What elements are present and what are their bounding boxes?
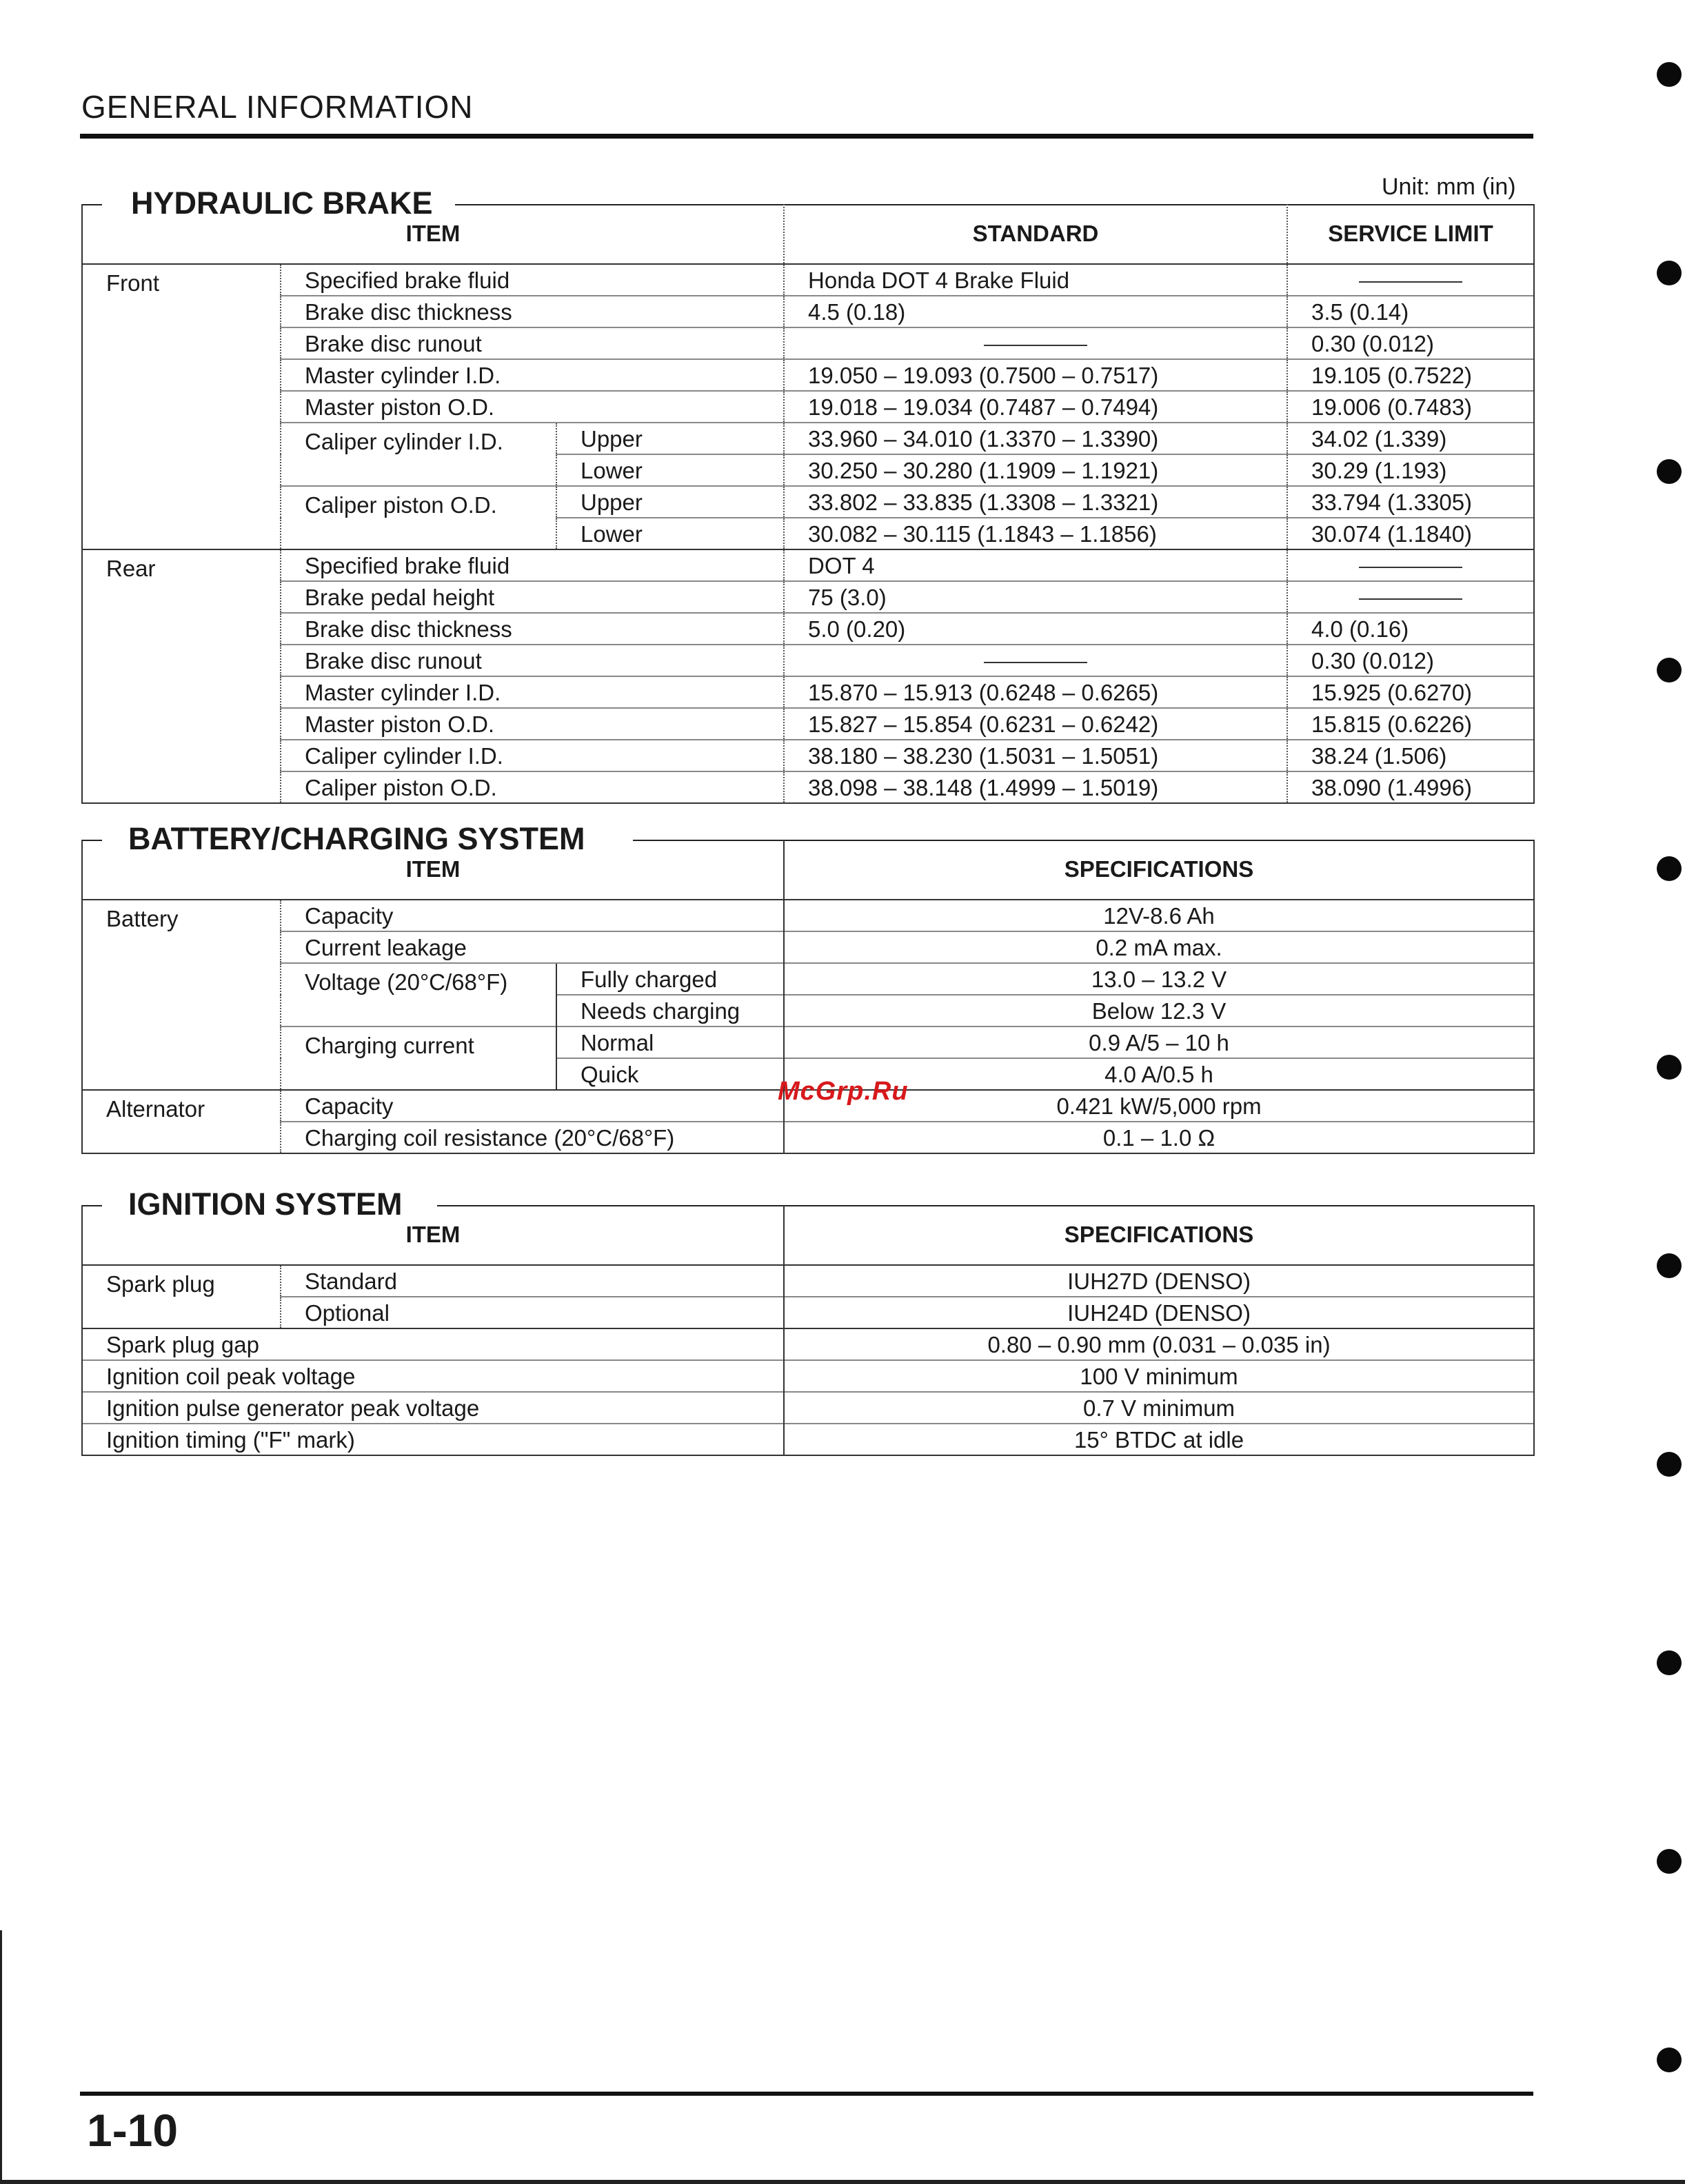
- standard-cell: 33.960 – 34.010 (1.3370 – 1.3390): [784, 423, 1287, 454]
- table-row: [82, 645, 1534, 676]
- item-cell: Standard: [281, 1265, 784, 1297]
- binder-hole-icon: [1657, 1253, 1682, 1278]
- table-row: [82, 391, 1534, 423]
- col-header-service-limit: SERVICE LIMIT: [1287, 204, 1534, 264]
- section-title-battery-charging: BATTERY/CHARGING SYSTEM: [120, 822, 594, 856]
- item-cell: Brake pedal height: [281, 581, 784, 613]
- item-cell: Ignition pulse generator peak voltage: [82, 1392, 784, 1424]
- table-row: [82, 1297, 1534, 1328]
- spec-cell: Below 12.3 V: [784, 995, 1534, 1027]
- item-cell: Master cylinder I.D.: [281, 359, 784, 391]
- table-row: [82, 708, 1534, 740]
- col-header-standard: STANDARD: [784, 204, 1287, 264]
- limit-cell: [1287, 264, 1534, 296]
- item-cell: Capacity: [281, 1090, 784, 1122]
- unit-label: Unit: mm (in): [1382, 174, 1516, 200]
- spec-cell: 0.7 V minimum: [784, 1392, 1534, 1424]
- scan-edge: [0, 1930, 2, 2184]
- not-applicable-dash: [1359, 598, 1462, 600]
- table-row: [82, 327, 1534, 359]
- item-cell: Brake disc thickness: [281, 296, 784, 327]
- item-cell: Voltage (20°C/68°F): [281, 963, 556, 1027]
- limit-cell: [1287, 549, 1534, 581]
- standard-cell: 38.098 – 38.148 (1.4999 – 1.5019): [784, 771, 1287, 803]
- binder-hole-icon: [1657, 1452, 1682, 1477]
- item-cell: Caliper piston O.D.: [281, 771, 784, 803]
- standard-cell: 33.802 – 33.835 (1.3308 – 1.3321): [784, 486, 1287, 518]
- limit-cell: 0.30 (0.012): [1287, 645, 1534, 676]
- table-row: [82, 486, 1534, 518]
- item-cell: Master cylinder I.D.: [281, 676, 784, 708]
- table-row: [82, 613, 1534, 645]
- page-header: GENERAL INFORMATION: [81, 89, 474, 125]
- group-label-spark-plug: Spark plug: [82, 1265, 281, 1328]
- limit-cell: 33.794 (1.3305): [1287, 486, 1534, 518]
- not-applicable-dash: [984, 345, 1087, 346]
- binder-hole-icon: [1657, 1055, 1682, 1080]
- subitem-cell: Quick: [556, 1058, 784, 1090]
- table-row: [82, 1122, 1534, 1153]
- binder-hole-icon: [1657, 62, 1682, 87]
- group-label-front: Front: [82, 264, 281, 549]
- table-row: [82, 423, 1534, 454]
- limit-cell: 38.090 (1.4996): [1287, 771, 1534, 803]
- spec-cell: 13.0 – 13.2 V: [784, 963, 1534, 995]
- col-header-specifications: SPECIFICATIONS: [784, 1205, 1534, 1265]
- not-applicable-dash: [1359, 567, 1462, 568]
- limit-cell: 30.074 (1.1840): [1287, 518, 1534, 549]
- item-cell: Charging current: [281, 1027, 556, 1090]
- ignition-table: [81, 1205, 1535, 1456]
- item-cell: Spark plug gap: [82, 1328, 784, 1360]
- subitem-cell: Needs charging: [556, 995, 784, 1027]
- limit-cell: 30.29 (1.193): [1287, 454, 1534, 486]
- binder-hole-icon: [1657, 1849, 1682, 1874]
- standard-cell: 38.180 – 38.230 (1.5031 – 1.5051): [784, 740, 1287, 771]
- spec-cell: 12V-8.6 Ah: [784, 900, 1534, 931]
- binder-hole-icon: [1657, 261, 1682, 285]
- binder-hole-icon: [1657, 459, 1682, 484]
- item-cell: Brake disc runout: [281, 645, 784, 676]
- scan-edge: [0, 2180, 1685, 2184]
- limit-cell: [1287, 581, 1534, 613]
- binder-hole-icon: [1657, 856, 1682, 881]
- subitem-cell: Upper: [556, 486, 784, 518]
- spec-cell: 4.0 A/0.5 h: [784, 1058, 1534, 1090]
- limit-cell: 3.5 (0.14): [1287, 296, 1534, 327]
- item-cell: Capacity: [281, 900, 784, 931]
- table-row: [82, 900, 1534, 931]
- binder-hole-icon: [1657, 1650, 1682, 1675]
- subitem-cell: Lower: [556, 518, 784, 549]
- standard-cell: 19.050 – 19.093 (0.7500 – 0.7517): [784, 359, 1287, 391]
- standard-cell: [784, 327, 1287, 359]
- hydraulic-brake-table: [81, 204, 1535, 804]
- footer-rule: [80, 2092, 1533, 2096]
- table-row: [82, 963, 1534, 995]
- limit-cell: 34.02 (1.339): [1287, 423, 1534, 454]
- col-header-specifications: SPECIFICATIONS: [784, 840, 1534, 900]
- battery-charging-table: [81, 840, 1535, 1154]
- spec-cell: 0.2 mA max.: [784, 931, 1534, 963]
- section-title-ignition: IGNITION SYSTEM: [120, 1187, 411, 1222]
- table-row: [82, 676, 1534, 708]
- item-cell: Charging coil resistance (20°C/68°F): [281, 1122, 784, 1153]
- col-header-item: ITEM: [82, 1205, 784, 1265]
- standard-cell: [784, 645, 1287, 676]
- standard-cell: 30.082 – 30.115 (1.1843 – 1.1856): [784, 518, 1287, 549]
- not-applicable-dash: [984, 662, 1087, 663]
- group-label-rear: Rear: [82, 549, 281, 803]
- standard-cell: 15.870 – 15.913 (0.6248 – 0.6265): [784, 676, 1287, 708]
- table-row: [82, 1265, 1534, 1297]
- table-row: [82, 931, 1534, 963]
- spec-cell: IUH27D (DENSO): [784, 1265, 1534, 1297]
- item-cell: Caliper cylinder I.D.: [281, 423, 556, 486]
- standard-cell: 30.250 – 30.280 (1.1909 – 1.1921): [784, 454, 1287, 486]
- item-cell: Specified brake fluid: [281, 264, 784, 296]
- item-cell: Specified brake fluid: [281, 549, 784, 581]
- limit-cell: 4.0 (0.16): [1287, 613, 1534, 645]
- group-label-alternator: Alternator: [82, 1090, 281, 1153]
- table-row: [82, 1328, 1534, 1360]
- limit-cell: 19.105 (0.7522): [1287, 359, 1534, 391]
- table-row: [82, 771, 1534, 803]
- standard-cell: 5.0 (0.20): [784, 613, 1287, 645]
- item-cell: Ignition coil peak voltage: [82, 1360, 784, 1392]
- page-number: 1-10: [87, 2105, 179, 2156]
- standard-cell: 19.018 – 19.034 (0.7487 – 0.7494): [784, 391, 1287, 423]
- subitem-cell: Upper: [556, 423, 784, 454]
- standard-cell: 75 (3.0): [784, 581, 1287, 613]
- table-row: [82, 581, 1534, 613]
- spec-cell: 0.421 kW/5,000 rpm: [784, 1090, 1534, 1122]
- standard-cell: DOT 4: [784, 549, 1287, 581]
- table-row: [82, 264, 1534, 296]
- binder-hole-icon: [1657, 2048, 1682, 2072]
- limit-cell: 19.006 (0.7483): [1287, 391, 1534, 423]
- table-row: [82, 1392, 1534, 1424]
- table-row: [82, 1360, 1534, 1392]
- spec-cell: 0.9 A/5 – 10 h: [784, 1027, 1534, 1058]
- col-header-item: ITEM: [82, 204, 784, 264]
- standard-cell: 4.5 (0.18): [784, 296, 1287, 327]
- standard-cell: 15.827 – 15.854 (0.6231 – 0.6242): [784, 708, 1287, 740]
- subitem-cell: Normal: [556, 1027, 784, 1058]
- limit-cell: 15.925 (0.6270): [1287, 676, 1534, 708]
- limit-cell: 15.815 (0.6226): [1287, 708, 1534, 740]
- table-row: [82, 740, 1534, 771]
- spec-cell: 15° BTDC at idle: [784, 1424, 1534, 1455]
- standard-cell: Honda DOT 4 Brake Fluid: [784, 264, 1287, 296]
- subitem-cell: Fully charged: [556, 963, 784, 995]
- item-cell: Caliper cylinder I.D.: [281, 740, 784, 771]
- item-cell: Brake disc thickness: [281, 613, 784, 645]
- item-cell: Ignition timing ("F" mark): [82, 1424, 784, 1455]
- binder-hole-icon: [1657, 658, 1682, 682]
- item-cell: Brake disc runout: [281, 327, 784, 359]
- item-cell: Optional: [281, 1297, 784, 1328]
- item-cell: Caliper piston O.D.: [281, 486, 556, 549]
- watermark: McGrp.Ru: [778, 1077, 909, 1106]
- spec-cell: IUH24D (DENSO): [784, 1297, 1534, 1328]
- table-row: [82, 359, 1534, 391]
- spec-cell: 100 V minimum: [784, 1360, 1534, 1392]
- subitem-cell: Lower: [556, 454, 784, 486]
- header-rule: [80, 134, 1533, 139]
- group-label-battery: Battery: [82, 900, 281, 1090]
- item-cell: Master piston O.D.: [281, 708, 784, 740]
- item-cell: Current leakage: [281, 931, 784, 963]
- spec-cell: 0.80 – 0.90 mm (0.031 – 0.035 in): [784, 1328, 1534, 1360]
- table-row: [82, 549, 1534, 581]
- spec-cell: 0.1 – 1.0 Ω: [784, 1122, 1534, 1153]
- table-row: [82, 1424, 1534, 1455]
- limit-cell: 38.24 (1.506): [1287, 740, 1534, 771]
- col-header-item: ITEM: [82, 840, 784, 900]
- table-row: [82, 1027, 1534, 1058]
- item-cell: Master piston O.D.: [281, 391, 784, 423]
- not-applicable-dash: [1359, 281, 1462, 283]
- section-title-hydraulic-brake: HYDRAULIC BRAKE: [123, 186, 441, 221]
- limit-cell: 0.30 (0.012): [1287, 327, 1534, 359]
- table-row: [82, 296, 1534, 327]
